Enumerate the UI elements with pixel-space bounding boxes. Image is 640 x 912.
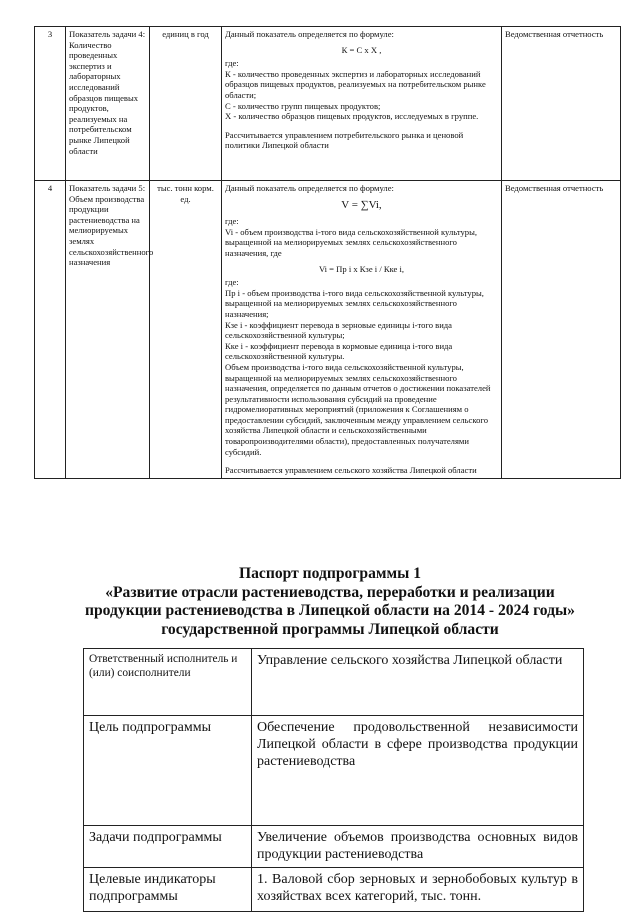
method-def: Пр i - объем производства i-того вида сельскохозяйственной культуры, выращенной на мелиорируемых землях сельскохозяйственного назначения; bbox=[225, 287, 484, 319]
method-calc: Рассчитывается управлением потребительского рынка и ценовой политики Липецкой области bbox=[225, 129, 464, 151]
passport-title bbox=[60, 565, 600, 639]
passport-row bbox=[84, 649, 584, 716]
method-formula: К = С х Х , bbox=[341, 44, 382, 55]
passport-row-value: 1. Валовой сбор зерновых и зернобобовых культур в хозяйствах всех категорий, тыс. тонн. bbox=[252, 868, 584, 912]
indicator-unit: единиц в год bbox=[150, 27, 222, 181]
indicator-number: 3 bbox=[35, 27, 66, 181]
indicator-row bbox=[35, 27, 621, 181]
passport-row-label: Ответственный исполнитель и (или) соисполнители bbox=[84, 649, 252, 716]
method-where: где: bbox=[225, 277, 239, 288]
method-def: Кке i - коэффициент перевода в кормовые единица i-того вида сельскохозяйственной культуры. bbox=[225, 340, 453, 362]
indicator-row bbox=[35, 181, 621, 479]
passport-row-label: Целевые индикаторы подпрограммы bbox=[84, 868, 252, 912]
passport-row-value: Обеспечение продовольственной независимости Липецкой области в сфере производства продукции растениеводства bbox=[252, 716, 584, 826]
indicator-source: Ведомственная отчетность bbox=[502, 181, 621, 479]
method-where: где: bbox=[225, 216, 239, 227]
passport-title-line: продукции растениеводства в Липецкой области на 2014 - 2024 годы» bbox=[85, 602, 575, 620]
method-calc: Рассчитывается управлением сельского хозяйства Липецкой области bbox=[225, 465, 477, 476]
method-def: Х - количество образцов пищевых продуктов, исследуемых в группе. bbox=[225, 111, 479, 122]
passport-row-label: Задачи подпрограммы bbox=[84, 826, 252, 868]
method-formula-2: Vi = Пр i х Кзе i / Кке i, bbox=[318, 263, 405, 274]
passport-row-value: Увеличение объемов производства основных видов продукции растениеводства bbox=[252, 826, 584, 868]
passport-title-line: Паспорт подпрограммы 1 bbox=[239, 565, 421, 582]
passport-title-line: «Развитие отрасли растениеводства, переработки и реализации bbox=[105, 583, 555, 601]
method-where: где: bbox=[225, 58, 239, 69]
method-def: Кзе i - коэффициент перевода в зерновые единицы i-того вида сельскохозяйственной культуры; bbox=[225, 319, 452, 341]
passport-table bbox=[83, 648, 584, 912]
indicator-number: 4 bbox=[35, 181, 66, 479]
passport-row bbox=[84, 716, 584, 826]
indicators-table bbox=[34, 26, 621, 479]
indicator-method bbox=[222, 181, 502, 479]
method-def: Vi - объем производства i-того вида сельскохозяйственной культуры, выращенной на мелиорируемых землях сельскохозяйственного назначения, где bbox=[225, 226, 477, 258]
indicator-method bbox=[222, 27, 502, 181]
indicator-name: Показатель задачи 5: Объем производства продукции растениеводства на мелиорируемых землях сельскохозяйственного назначения bbox=[66, 181, 150, 479]
method-def: С - количество групп пищевых продуктов; bbox=[225, 100, 381, 111]
method-intro: Данный показатель определяется по формуле: bbox=[225, 183, 394, 193]
method-def: Объем производства i-того вида сельскохозяйственной культуры, выращенной на мелиорируемых землях сельскохозяйственного назначения, определяется по данным отчетов о достижении показателей результативности использования субсидий на проведение гидромелиоративных мероприятий (приложения к Соглашениям о предоставлении субсидий, заключенным между управлением сельского хозяйства Липецкой области и сельскохозяйственными товаропроизводителями области), предоставленных получателями субсидий. bbox=[225, 361, 491, 457]
passport-row bbox=[84, 826, 584, 868]
method-def: К - количество проведенных экспертиз и лабораторных исследований образцов пищевых продуктов, реализуемых на потребительском рынке области; bbox=[225, 68, 486, 100]
indicator-name: Показатель задачи 4: Количество проведенных экспертиз и лабораторных исследований образцов пищевых продуктов, реализуемых на потребительском рынке Липецкой области bbox=[66, 27, 150, 181]
passport-title-line: государственной программы Липецкой области bbox=[161, 620, 499, 638]
method-formula: V = ∑Vi, bbox=[341, 198, 382, 211]
method-intro: Данный показатель определяется по формуле: bbox=[225, 29, 394, 39]
passport-row-value: Управление сельского хозяйства Липецкой области bbox=[252, 649, 584, 716]
indicator-source: Ведомственная отчетность bbox=[502, 27, 621, 181]
indicator-unit: тыс. тонн корм. ед. bbox=[150, 181, 222, 479]
passport-row-label: Цель подпрограммы bbox=[84, 716, 252, 826]
